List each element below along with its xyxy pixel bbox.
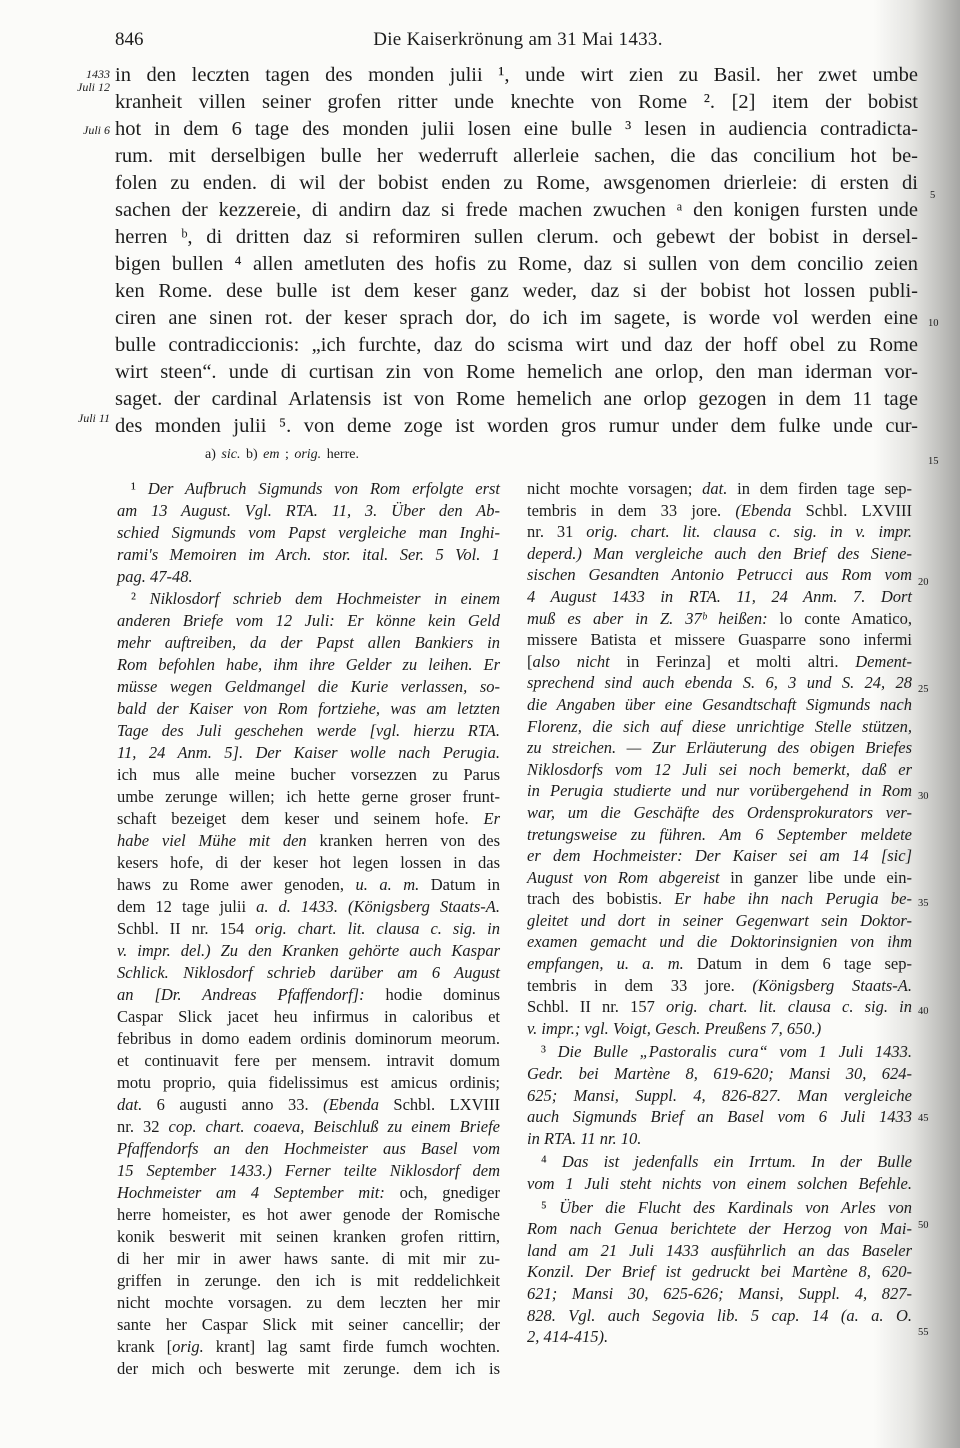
footnote-line bbox=[527, 1128, 912, 1150]
italic-text-run: Rom befohlen habe, ihm ihre Gelder zu leihen. Er bbox=[117, 655, 500, 674]
text-run: in ganzer libe unde ein- bbox=[730, 867, 912, 887]
footnote-line bbox=[527, 716, 912, 738]
line-number: 20 bbox=[918, 577, 929, 588]
text-run: kranken herren von des bbox=[319, 831, 500, 850]
italic-text-run: Er bbox=[483, 809, 500, 828]
text-run: trach des bobistis. bbox=[527, 889, 675, 909]
italic-text-run: a. d. 1433. (Königsberg Staats-A. bbox=[256, 897, 500, 916]
italic-text-run: orig. bbox=[294, 447, 322, 462]
text-run: ich mus alle meine bucher vorsezzen zu Parus bbox=[117, 765, 500, 784]
footnote-line bbox=[117, 1358, 500, 1380]
italic-text-run: an [Dr. Andreas Pfaffendorf]: bbox=[117, 985, 386, 1004]
text-run: nicht mochte vorsagen. zu dem leczten her mir bbox=[117, 1293, 500, 1312]
main-text-line: bigen bullen ⁴ allen ametluten des hofis zu Rome, daz si sullen von dem concilio zeien bbox=[115, 253, 918, 275]
italic-text-run: er dem Hochmeister: Der Kaiser sei am 14 [sic] bbox=[527, 846, 912, 866]
text-run: krant] lag samt firde fumch wochten. bbox=[203, 1337, 500, 1356]
text-run: och, gnediger bbox=[399, 1183, 500, 1202]
italic-text-run: in RTA. 11 nr. 10. bbox=[527, 1128, 642, 1148]
footnote-line bbox=[527, 1326, 912, 1348]
text-run: nr. 31 bbox=[527, 522, 587, 542]
text-run: Datum in bbox=[419, 875, 501, 894]
italic-text-run: Pfaffendorfs an den Hochmeister aus Basel vom bbox=[117, 1139, 500, 1158]
text-run: nr. 32 bbox=[117, 1117, 169, 1136]
footnote-line bbox=[117, 1248, 500, 1270]
text-run: Caspar Slick jacet heu infirmus in caloribus et bbox=[117, 1007, 500, 1026]
main-text-line: folen zu enden. di wil der bobist enden zu Rome, awsgenomen drierleie: di ersten di bbox=[115, 172, 918, 194]
text-run: ² bbox=[131, 589, 150, 608]
text-run: ⁴ bbox=[541, 1152, 562, 1172]
italic-text-run: orig. bbox=[172, 1337, 204, 1356]
italic-text-run: 621; Mansi 30, 625-626; Mansi, Suppl. 4, 827- bbox=[527, 1283, 912, 1303]
footnote-line bbox=[117, 786, 500, 808]
main-text-line: saget. der cardinal Arlatensis ist von Rome hemelich ane orlop gezogen in dem 11 tage bbox=[115, 388, 918, 410]
footnotes-left-column bbox=[117, 478, 500, 1380]
italic-text-run: em bbox=[263, 447, 280, 462]
text-run: sante her Caspar Slick mit seiner cancellir; der bbox=[117, 1315, 500, 1334]
italic-text-run: gleitet und dort in seiner Gegenwart sein Doktor- bbox=[527, 910, 912, 930]
italic-text-run: war, um die Geschäfte des Ordensprokurators ver- bbox=[527, 802, 912, 822]
margin-note-date: Juli 6 bbox=[83, 123, 110, 137]
footnote-line bbox=[117, 522, 500, 544]
italic-text-run: Niklosdorfs vom 12 Juli sei noch bemerkt, daß er bbox=[527, 759, 912, 779]
text-run: motu proprio, quia fidelissimus est amicus ordinis; bbox=[117, 1073, 500, 1092]
footnote-line bbox=[527, 1305, 912, 1327]
italic-text-run: rami's Memoiren im Arch. stor. ital. Ser. 5 Vol. 1 bbox=[117, 545, 500, 564]
italic-text-run: muß es aber in Z. 37ᵇ heißen: bbox=[527, 608, 780, 628]
text-run: dem 12 tage julii bbox=[117, 897, 257, 916]
page-number: 846 bbox=[115, 29, 144, 50]
italic-text-run: land am 21 Juli 1433 ausführlich an das Baseler bbox=[527, 1240, 912, 1260]
italic-text-run: tretungsweise zu führen. Am 6 September meldete bbox=[527, 824, 912, 844]
text-run: der mich och beswerte mit zerunge. dem ich is bbox=[117, 1359, 500, 1378]
italic-text-run: 2, 414-415). bbox=[527, 1327, 609, 1347]
footnote-line bbox=[527, 1240, 912, 1262]
italic-text-run: (Königsberg Staats-A. bbox=[752, 975, 912, 995]
line-number: 50 bbox=[918, 1220, 929, 1231]
italic-text-run: Über die Flucht des Kardinals von Arles von bbox=[559, 1197, 912, 1217]
italic-text-run: bald der Kaiser von Rom fortziehe, was am letzten bbox=[117, 699, 500, 718]
italic-text-run: dat. bbox=[702, 479, 728, 498]
text-run: ⁵ bbox=[541, 1197, 560, 1217]
italic-text-run: sischen Gesandten Antonio Petrucci aus Rom vom bbox=[527, 565, 912, 585]
italic-text-run: August von Rom abgereist bbox=[527, 867, 731, 887]
footnote-line bbox=[527, 1063, 912, 1085]
italic-text-run: sprechend sind auch ebenda S. 6, 3 und S. 24, 28 bbox=[527, 673, 912, 693]
italic-text-run: zu streichen. — Zur Erläuterung des obigen Briefes bbox=[527, 738, 912, 758]
main-text-line: hot in dem 6 tage des monden julii losen eine bulle ³ lesen in audiencia contradicta- bbox=[115, 118, 918, 140]
italic-text-run: in Perugia studierte und nur vorübergehend in Rom bbox=[527, 781, 912, 801]
text-run: griffen in zerunge. den ich is mit reddelichkeit bbox=[117, 1271, 500, 1290]
text-run: herre. bbox=[321, 447, 359, 462]
italic-text-run: orig. chart. lit. clausa c. sig. in bbox=[255, 919, 500, 938]
line-number: 5 bbox=[930, 190, 936, 201]
text-run: di her mir in awer haws sante. di mit mir zu- bbox=[117, 1249, 500, 1268]
footnote-line bbox=[117, 918, 500, 940]
footnote-line bbox=[117, 610, 500, 632]
text-run: Schbl. LXVIII bbox=[378, 1095, 500, 1114]
italic-text-run: v. impr. del.) Zu den Kranken gehörte auch Kaspar bbox=[117, 941, 500, 960]
italic-text-run: 11, 24 Anm. 5]. Der Kaiser wolle nach Perugia. bbox=[117, 743, 500, 762]
main-text bbox=[115, 62, 918, 440]
main-text-line: kranheit villen seiner grofen ritter unde knechte von Rome ². [2] item der bobist bbox=[115, 91, 918, 113]
footnote-line bbox=[117, 1094, 500, 1116]
footnote-line bbox=[117, 1028, 500, 1050]
line-number: 45 bbox=[918, 1113, 929, 1124]
footnote-line bbox=[527, 910, 912, 932]
text-run: herre homeister, es hot awer genode der Romische bbox=[117, 1205, 500, 1224]
text-run: a) bbox=[205, 447, 222, 462]
italic-text-run: Gedr. bei Martène 8, 619-620; Mansi 30, 624- bbox=[527, 1064, 912, 1084]
text-run: haws zu Rome awer genoden, bbox=[117, 875, 356, 894]
running-title: Die Kaiserkrönung am 31 Mai 1433. bbox=[373, 29, 663, 50]
footnote-line bbox=[117, 654, 500, 676]
italic-text-run: die Angaben über eine Gesandtschaft Sigmunds nach bbox=[527, 694, 912, 714]
text-run: Datum in dem 6 tage sep- bbox=[683, 954, 912, 974]
footnote-line bbox=[117, 764, 500, 786]
text-run: Schbl. II nr. 154 bbox=[117, 919, 256, 938]
italic-text-run: Tage des Juli geschehen werde [vgl. hierzu RTA. bbox=[117, 721, 500, 740]
footnote-line bbox=[117, 984, 500, 1006]
text-run: konik beswerit mit seinen kranken grofen rittirn, bbox=[117, 1227, 500, 1246]
footnote-line bbox=[527, 651, 912, 673]
footnote-line bbox=[117, 544, 500, 566]
footnote-line bbox=[527, 1261, 912, 1283]
footnote-line bbox=[117, 1270, 500, 1292]
footnote-line bbox=[527, 1173, 912, 1195]
footnote-line bbox=[117, 676, 500, 698]
italic-text-run: Die Bulle „Pastoralis cura“ vom 1 Juli 1433. bbox=[557, 1042, 912, 1062]
footnote-line bbox=[117, 632, 500, 654]
italic-text-run: Rom nach Genua berichtete der Herzog von Mai- bbox=[527, 1219, 912, 1239]
footnote-line bbox=[117, 478, 500, 500]
footnote-line bbox=[527, 1283, 912, 1305]
margin-note-year: 1433 bbox=[86, 67, 110, 81]
text-run: nicht mochte vorsagen; bbox=[527, 479, 703, 498]
footnote-line bbox=[117, 1072, 500, 1094]
footnote-line bbox=[117, 698, 500, 720]
text-run: febribus in domo eadem ordinis dominorum meorum. bbox=[117, 1029, 500, 1048]
text-run: missere Batista et missere Guasparre sono infermi bbox=[527, 630, 912, 650]
footnote-line bbox=[527, 931, 912, 953]
footnote-line bbox=[527, 996, 912, 1018]
footnote-line bbox=[527, 953, 912, 975]
text-run: ; bbox=[279, 447, 295, 462]
italic-text-run: also nicht bbox=[532, 651, 610, 671]
footnote-line bbox=[527, 737, 912, 759]
text-run: tembris in dem 33 jore. bbox=[527, 500, 736, 520]
footnote-line bbox=[527, 478, 912, 500]
italic-text-run: 828. Vgl. auch Segovia lib. 5 cap. 14 (a. a. O. bbox=[527, 1305, 912, 1325]
footnote-line bbox=[527, 1197, 912, 1219]
main-text-line: bulle contradiccionis: „ich furchte, daz do scisma wirt und daz der hoff obel zu Rome bbox=[115, 334, 918, 356]
footnote-line bbox=[117, 1204, 500, 1226]
text-run: Schbl. LXVIII bbox=[791, 500, 912, 520]
line-number: 40 bbox=[918, 1006, 929, 1017]
italic-text-run: empfangen, u. a. m. bbox=[527, 954, 684, 974]
italic-text-run: vom 1 Juli steht nichts von einem solchen Befehle. bbox=[527, 1174, 912, 1193]
footnotes-right-column bbox=[527, 478, 912, 1348]
footnote-line bbox=[527, 672, 912, 694]
italic-text-run: orig. chart. lit. clausa c. sig. in bbox=[665, 997, 912, 1017]
footnote-line bbox=[527, 500, 912, 522]
main-text-line: sachen der kezzereie, di andirn daz si frede machen zwuchen ᵃ den konigen fursten unde bbox=[115, 199, 918, 221]
footnote-line bbox=[117, 896, 500, 918]
footnote-line bbox=[117, 1006, 500, 1028]
main-text-line: in den leczten tagen des monden julii ¹, unde wirt zien zu Basil. her zwet umbe bbox=[115, 64, 918, 86]
footnote-line bbox=[527, 1218, 912, 1240]
italic-text-run: mehr auftreiben, da der Papst allen Bankiers in bbox=[117, 633, 500, 652]
footnote-line bbox=[527, 824, 912, 846]
footnote-line bbox=[117, 1160, 500, 1182]
text-run: in Ferinza] et molti altri. bbox=[609, 651, 856, 671]
text-run: et continuavit fere per mensem. intravit domum bbox=[117, 1051, 500, 1070]
main-text-line: ken Rome. dese bulle ist dem keser ganz weder, daz si der bobist hot lossen publi- bbox=[115, 280, 918, 302]
footnote-line bbox=[117, 1116, 500, 1138]
line-number: 25 bbox=[918, 684, 929, 695]
line-number: 55 bbox=[918, 1327, 929, 1338]
footnote-line bbox=[527, 694, 912, 716]
italic-text-run: deperd.) Man vergleiche auch den Brief des Siene- bbox=[527, 543, 912, 563]
footnote-line bbox=[117, 1226, 500, 1248]
text-run: kesers hofe, di der keser hot legen lossen in das bbox=[117, 853, 500, 872]
footnote-line bbox=[117, 500, 500, 522]
italic-text-run: auch Sigmunds Brief an Basel vom 6 Juli 1433 bbox=[527, 1107, 912, 1127]
footnote-line bbox=[117, 808, 500, 830]
footnote-line bbox=[117, 962, 500, 984]
italic-text-run: 4 August 1433 in RTA. 11, 24 Anm. 7. Dort bbox=[527, 586, 912, 606]
footnote-line bbox=[527, 975, 912, 997]
footnote-line bbox=[527, 1018, 912, 1040]
main-text-line: rum. mit derselbigen bulle her wederruft allerleie sachen, die das concilium hot be- bbox=[115, 145, 918, 167]
italic-text-run: Schlick. Niklosdorf schrieb darüber am 6 August bbox=[117, 963, 500, 982]
italic-text-run: pag. 47-48. bbox=[117, 567, 193, 586]
textual-note-line bbox=[205, 446, 359, 464]
text-run: Schbl. II nr. 157 bbox=[527, 997, 666, 1017]
italic-text-run: 15 September 1433.) Ferner teilte Niklosdorf dem bbox=[117, 1161, 500, 1180]
main-text-line: wirt steen“. unde di curtisan zin von Rome hemelich ane orlop, den man iderman vor- bbox=[115, 361, 918, 383]
italic-text-run: cop. chart. coaeva, Beischluß zu einem Briefe bbox=[168, 1117, 500, 1136]
text-run: 6 augusti anno 33. bbox=[142, 1095, 324, 1114]
text-run: tembris in dem 33 jore. bbox=[527, 975, 753, 995]
footnote-line bbox=[117, 566, 500, 588]
text-run: ³ bbox=[541, 1042, 558, 1062]
text-run: b) bbox=[240, 447, 264, 462]
italic-text-run: Florenz, die sich auf diese unrichtige Stelle stützen, bbox=[527, 716, 912, 736]
footnote-line bbox=[527, 1085, 912, 1107]
italic-text-run: Der Aufbruch Sigmunds von Rom erfolgte erst bbox=[147, 479, 500, 498]
footnote-line bbox=[527, 564, 912, 586]
text-run: lo conte Amatico, bbox=[779, 608, 912, 628]
footnote-line bbox=[527, 1151, 912, 1173]
footnote-line bbox=[117, 1336, 500, 1358]
line-number: 30 bbox=[918, 791, 929, 802]
textual-notes bbox=[205, 446, 359, 464]
footnote-line bbox=[527, 586, 912, 608]
footnote-line bbox=[117, 1050, 500, 1072]
italic-text-run: Dement- bbox=[855, 651, 912, 671]
italic-text-run: u. a. m. bbox=[355, 875, 420, 894]
italic-text-run: (Ebenda bbox=[323, 1095, 379, 1114]
text-run: [ bbox=[527, 651, 533, 671]
line-number: 35 bbox=[918, 898, 929, 909]
footnote-line bbox=[527, 1106, 912, 1128]
footnote-line bbox=[527, 867, 912, 889]
footnote-line bbox=[117, 940, 500, 962]
footnote-line bbox=[527, 888, 912, 910]
text-run: ¹ bbox=[131, 479, 148, 498]
italic-text-run: Niklosdorf schrieb dem Hochmeister in einem bbox=[149, 589, 500, 608]
footnote-line bbox=[117, 1292, 500, 1314]
footnote-line bbox=[117, 1182, 500, 1204]
footnote-line bbox=[117, 1314, 500, 1336]
italic-text-run: anderen Briefe vom 12 Juli: Er könne kein Geld bbox=[117, 611, 500, 630]
footnote-line bbox=[527, 629, 912, 651]
italic-text-run: v. impr.; vgl. Voigt, Gesch. Preußens 7, 650.) bbox=[527, 1018, 822, 1038]
italic-text-run: Das ist jedenfalls ein Irrtum. In der Bulle bbox=[561, 1152, 912, 1172]
main-text-line: herren ᵇ, di dritten daz si reformiren sullen clerum. och gebewt der bobist in dersel- bbox=[115, 226, 918, 248]
italic-text-run: sic. bbox=[221, 447, 241, 462]
italic-text-run: (Ebenda bbox=[735, 500, 792, 520]
footnote-line bbox=[527, 543, 912, 565]
footnote-line bbox=[117, 830, 500, 852]
italic-text-run: Er habe ihn nach Perugia be- bbox=[674, 889, 912, 909]
footnote-line bbox=[527, 780, 912, 802]
italic-text-run: müsse wegen Geldmangel die Kurie verlassen, so- bbox=[117, 677, 500, 696]
footnote-line bbox=[117, 720, 500, 742]
italic-text-run: am 13 August. Vgl. RTA. 11, 3. Über den Ab- bbox=[117, 501, 500, 520]
footnote-line bbox=[527, 759, 912, 781]
text-run: hodie dominus bbox=[385, 985, 501, 1004]
italic-text-run: schied Sigmunds vom Papst vergleiche man Inghi- bbox=[117, 523, 500, 542]
footnote-line bbox=[117, 852, 500, 874]
italic-text-run: habe viel Mühe mit den bbox=[117, 831, 320, 850]
text-run: schaft bezeiget dem keser und seinem hofe. bbox=[117, 809, 484, 828]
margin-note-date: Juli 11 bbox=[77, 411, 110, 425]
footnote-line bbox=[117, 874, 500, 896]
footnote-line bbox=[117, 588, 500, 610]
footnote-line bbox=[527, 608, 912, 630]
line-number: 15 bbox=[928, 456, 939, 467]
footnote-line bbox=[117, 742, 500, 764]
footnote-line bbox=[527, 802, 912, 824]
italic-text-run: dat. bbox=[117, 1095, 143, 1114]
footnote-line bbox=[527, 845, 912, 867]
italic-text-run: examen gemacht und die Doktorinsignien von ihm bbox=[527, 932, 912, 952]
text-run: krank [ bbox=[117, 1337, 173, 1356]
footnote-line bbox=[527, 521, 912, 543]
footnote-line bbox=[117, 1138, 500, 1160]
main-text-line: des monden julii ⁵. von deme zoge ist worden gros rumur under dem fulke unde cur- bbox=[115, 415, 918, 437]
main-text-line: ciren ane sinen rot. der keser sprach dor, do ich im sagete, is worde vol werden eine bbox=[115, 307, 918, 329]
italic-text-run: 625; Mansi, Suppl. 4, 826-827. Man vergleiche bbox=[527, 1085, 912, 1105]
italic-text-run: orig. chart. lit. clausa c. sig. in v. impr. bbox=[586, 522, 912, 542]
line-number: 10 bbox=[928, 318, 939, 329]
margin-note-date: Juli 12 bbox=[77, 80, 110, 94]
italic-text-run: Konzil. Der Brief ist gedruckt bei Martène 8, 620- bbox=[527, 1262, 912, 1282]
text-run: umbe zerunge willen; ich hette gerne groser frunt- bbox=[117, 787, 500, 806]
italic-text-run: Hochmeister am 4 September mit: bbox=[117, 1183, 400, 1202]
text-run: in dem firden tage sep- bbox=[727, 479, 912, 498]
footnote-line bbox=[527, 1041, 912, 1063]
